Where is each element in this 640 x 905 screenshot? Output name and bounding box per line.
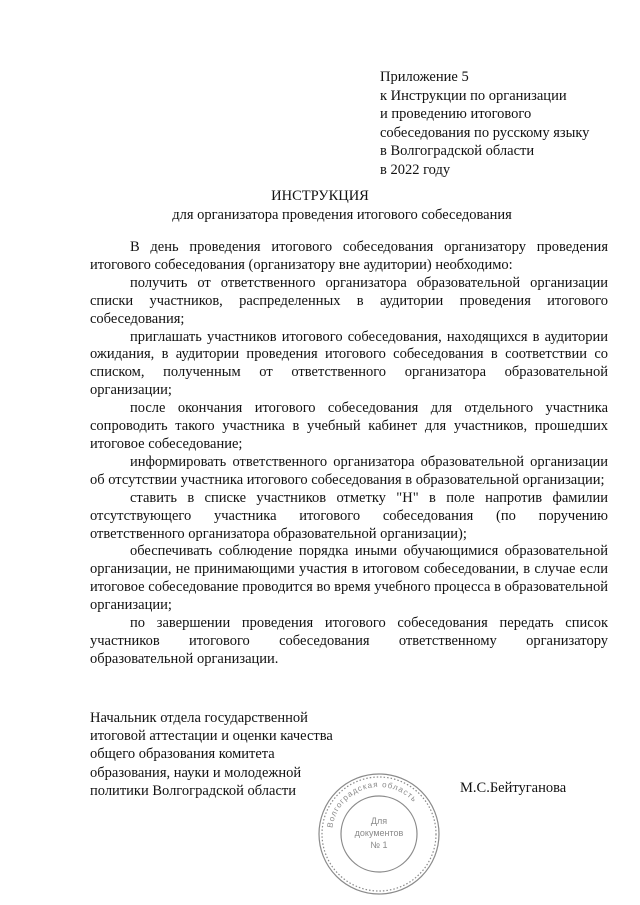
position-line: общего образования комитета	[90, 746, 275, 763]
appendix-line: в 2022 году	[380, 161, 451, 178]
position-line: политики Волгоградской области	[90, 782, 297, 799]
document-title	[0, 187, 640, 225]
stamp-center-line: Для	[370, 816, 388, 826]
position-line: образования, науки и молодежной	[90, 764, 302, 781]
instruction-paragraph: ставить в списке участников отметку "Н" в поле напротив фамилии отсутствующего участника итогового собеседования (по поручению ответственного организатора образовательной организации);	[90, 489, 608, 542]
title-heading: ИНСТРУКЦИЯ	[271, 188, 369, 204]
appendix-line: и проведению итогового	[380, 106, 532, 123]
official-stamp	[315, 770, 443, 898]
instruction-paragraph: получить от ответственного организатора образовательной организации списки участников, распределенных в аудитории проведения итогового собеседования;	[90, 274, 608, 327]
instruction-paragraph: информировать ответственного организатора образовательной организации об отсутствии участника итогового собеседования в образовательной организации;	[90, 453, 608, 488]
appendix-line: собеседования по русскому языку	[380, 124, 590, 141]
instruction-paragraph: В день проведения итогового собеседования организатору проведения итогового собеседования (организатору вне аудитории) необходимо:	[90, 239, 608, 273]
instruction-paragraph: обеспечивать соблюдение порядка иными обучающимися образовательной организации, не принимающими участия в итоговом собеседовании, в случае если итоговое собеседование проводится во время учебного процесса в образовательной организации;	[90, 543, 608, 614]
appendix-line: Приложение 5	[380, 69, 469, 85]
position-line: Начальник отдела государственной	[90, 710, 308, 726]
appendix-note	[380, 68, 589, 180]
appendix-line: в Волгоградской области	[380, 143, 535, 160]
position-line: итоговой аттестации и оценки качества	[90, 728, 333, 745]
signature-block	[90, 709, 333, 800]
instruction-paragraph: после окончания итогового собеседования для отдельного участника сопроводить такого участника в учебный кабинет для участников, прошедших итоговое собеседование;	[90, 400, 608, 452]
signer-name: М.С.Бейтуганова	[460, 780, 567, 796]
stamp-center-line: № 1	[370, 840, 388, 850]
instruction-paragraph: по завершении проведения итогового собеседования передать список участников итогового собеседования ответственному организатору образовательной организации.	[90, 615, 608, 667]
instruction-body	[90, 239, 608, 669]
instruction-paragraph: приглашать участников итогового собеседования, находящихся в аудитории ожидания, в аудитории проведения итогового собеседования в соответствии со списком, полученным от ответственного организатора образовательной организации;	[90, 328, 608, 399]
title-subheading: для организатора проведения итогового собеседования	[172, 207, 512, 223]
stamp-ring-text: Волгоградская область	[325, 779, 420, 829]
appendix-line: к Инструкции по организации	[380, 87, 567, 104]
stamp-center-line: документов	[354, 828, 404, 838]
